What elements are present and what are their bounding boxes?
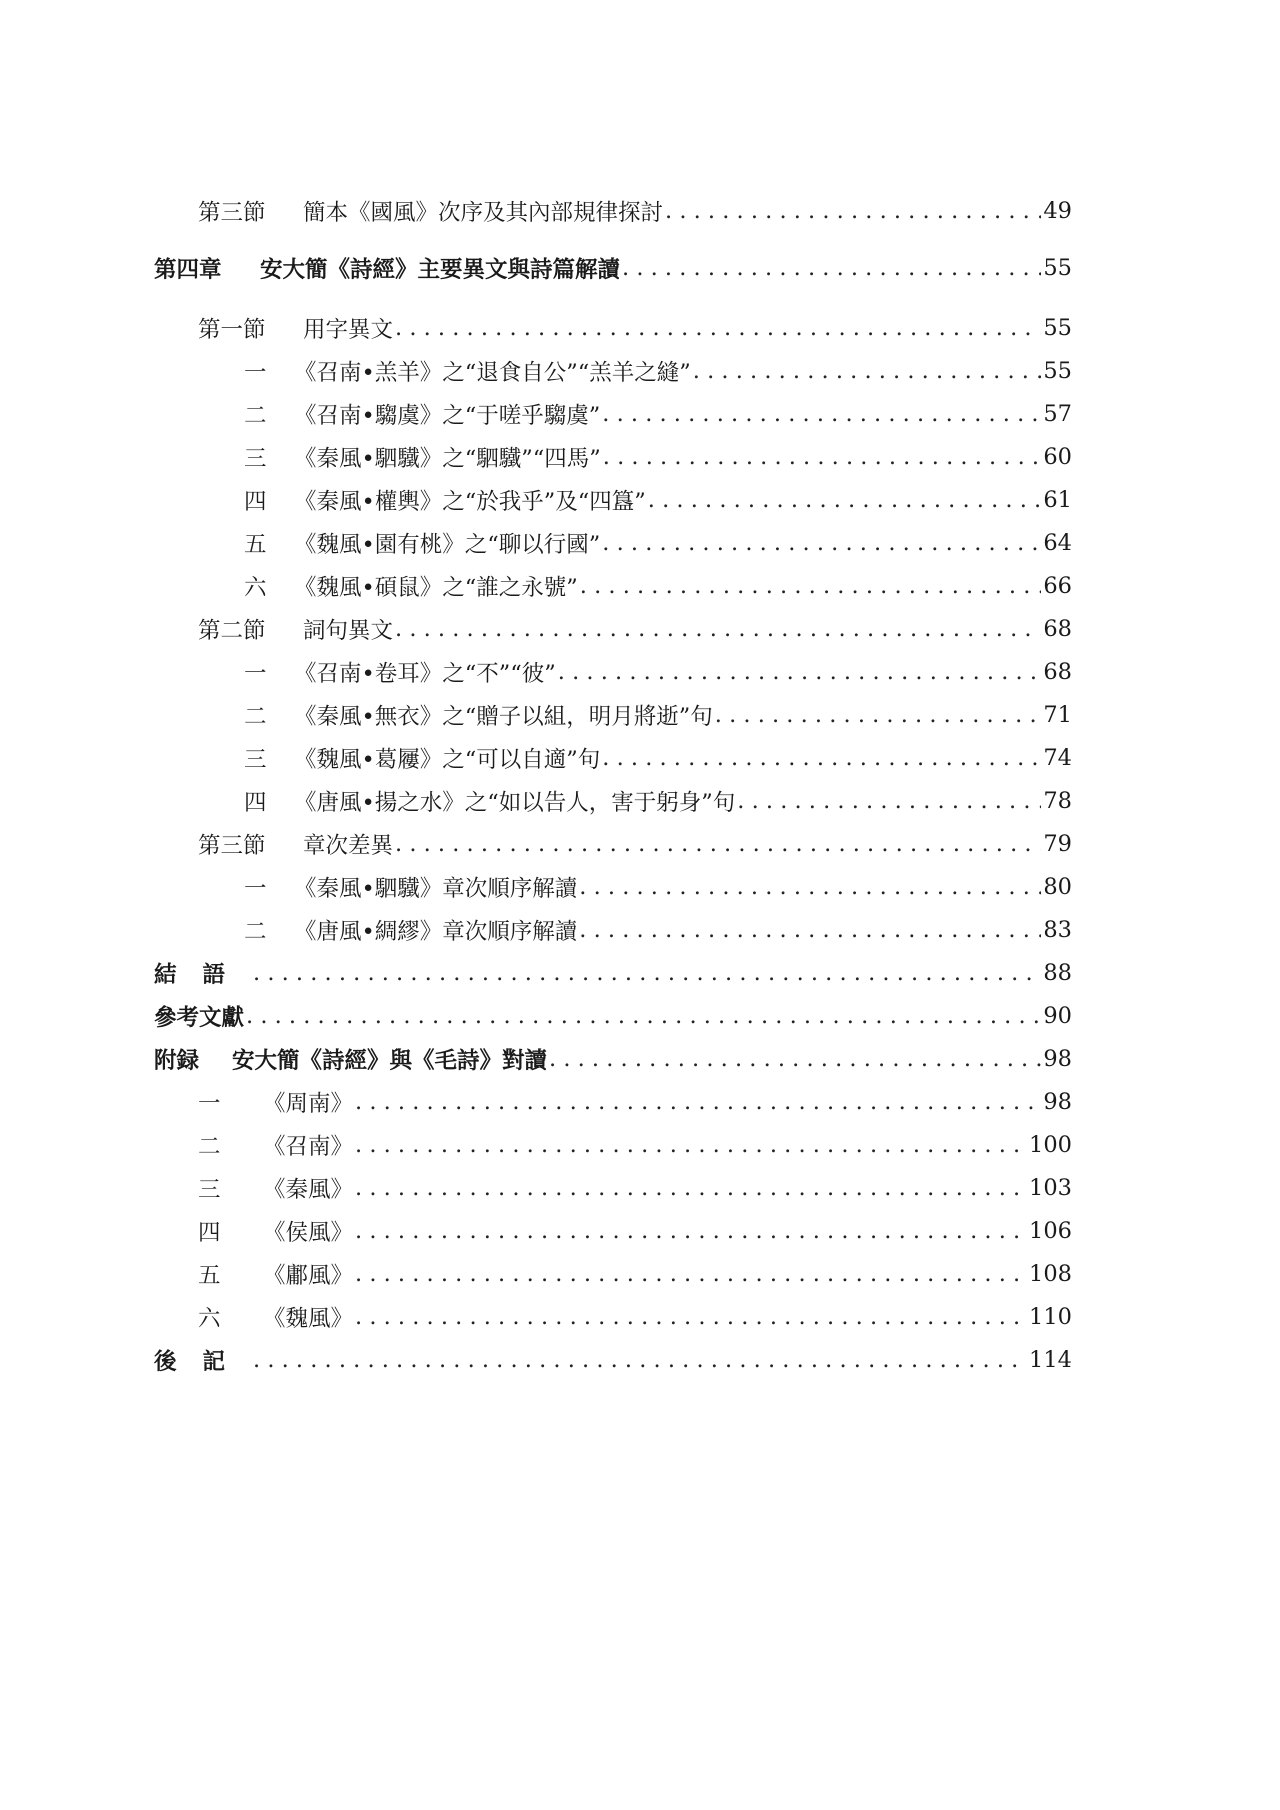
toc-entry-number: 六 — [198, 1306, 221, 1332]
toc-entry-page: 66 — [1043, 573, 1072, 599]
toc-entry-heading — [154, 527, 600, 559]
toc-entry[interactable] — [154, 652, 1072, 692]
toc-entry-number: 一 — [244, 876, 267, 902]
toc-entry[interactable] — [154, 1039, 1072, 1079]
toc-entry-page: 106 — [1029, 1218, 1072, 1244]
toc-entry-heading — [154, 1215, 353, 1247]
toc-entry-page: 68 — [1043, 616, 1072, 642]
toc-entry-title: 《侯風》 — [263, 1220, 354, 1246]
dot-leader — [715, 702, 1042, 728]
toc-entry-title: 參考文獻 — [154, 1005, 245, 1031]
toc-entry-title: 《鄘風》 — [263, 1263, 354, 1289]
toc-entry-number: 三 — [244, 446, 267, 472]
dot-leader — [737, 788, 1041, 814]
dot-leader — [602, 401, 1041, 427]
toc-entry-title: 用字異文 — [303, 317, 394, 343]
toc-entry[interactable] — [154, 351, 1072, 391]
toc-entry[interactable] — [154, 867, 1072, 907]
toc-entry-title: 後記 — [154, 1349, 252, 1375]
toc-entry[interactable] — [154, 394, 1072, 434]
dot-leader — [395, 315, 1041, 341]
toc-entry-title: 安大簡《詩經》主要異文與詩篇解讀 — [260, 257, 621, 283]
toc-entry-heading — [154, 699, 713, 731]
dot-leader — [579, 917, 1041, 943]
toc-entry-page: 114 — [1029, 1347, 1072, 1373]
toc-entry-page: 55 — [1043, 255, 1072, 281]
toc-entry-page: 74 — [1043, 745, 1072, 771]
dot-leader — [580, 573, 1042, 599]
toc-entry-page: 90 — [1043, 1003, 1072, 1029]
dot-leader — [602, 745, 1041, 771]
toc-entry-number: 四 — [244, 489, 267, 515]
dot-leader — [355, 1132, 1027, 1158]
toc-entry-heading — [154, 441, 601, 473]
toc-entry-heading — [154, 1301, 353, 1333]
dot-leader — [246, 1003, 1041, 1029]
toc-entry-page: 103 — [1029, 1175, 1072, 1201]
toc-entry-heading — [154, 1043, 547, 1075]
dot-leader — [355, 1089, 1041, 1115]
toc-entry-heading — [154, 195, 663, 227]
toc-entry-page: 100 — [1029, 1132, 1072, 1158]
toc-entry-number: 三 — [244, 747, 267, 773]
toc-entry-heading — [154, 484, 646, 516]
toc-entry[interactable] — [154, 1082, 1072, 1122]
toc-entry-page: 55 — [1043, 315, 1072, 341]
toc-entry[interactable] — [154, 1168, 1072, 1208]
toc-entry[interactable] — [154, 609, 1072, 649]
toc-entry-title: 《魏風•園有桃》之“聊以行國” — [294, 532, 601, 558]
toc-entry-title: 《魏風•葛屨》之“可以自適”句 — [294, 747, 601, 773]
toc-entry-number: 三 — [198, 1177, 221, 1203]
toc-entry-heading — [154, 1129, 353, 1161]
toc-entry-heading — [154, 1000, 244, 1032]
toc-entry[interactable] — [154, 437, 1072, 477]
toc-entry-title: 《召南•騶虞》之“于嗟乎騶虞” — [294, 403, 601, 429]
toc-entry-page: 57 — [1043, 401, 1072, 427]
toc-entry-title: 《唐風•揚之水》之“如以告人，害于躬身”句 — [294, 790, 736, 816]
dot-leader — [603, 444, 1042, 470]
dot-leader — [253, 960, 1041, 986]
toc-entry-heading — [154, 1258, 353, 1290]
toc-entry-heading — [154, 355, 691, 387]
dot-leader — [602, 530, 1041, 556]
toc-entry[interactable] — [154, 1340, 1072, 1380]
toc-entry-number: 二 — [244, 704, 267, 730]
dot-leader — [355, 1218, 1027, 1244]
toc-entry[interactable] — [154, 910, 1072, 950]
toc-entry-heading — [154, 1086, 353, 1118]
toc-entry-number: 第一節 — [198, 317, 266, 343]
toc-entry[interactable] — [154, 996, 1072, 1036]
toc-entry-number: 第四章 — [154, 257, 222, 283]
toc-entry-title: 《秦風•駟驖》章次順序解讀 — [294, 876, 578, 902]
toc-entry-heading — [154, 785, 735, 817]
toc-entry-title: 《秦風•無衣》之“贈子以組，明月將逝”句 — [294, 704, 713, 730]
dot-leader — [355, 1175, 1027, 1201]
toc-entry-number: 二 — [244, 403, 267, 429]
toc-entry-title: 《秦風》 — [263, 1177, 354, 1203]
toc-entry[interactable] — [154, 1125, 1072, 1165]
toc-entry-number: 附録 — [154, 1048, 200, 1074]
toc-entry[interactable] — [154, 824, 1072, 864]
toc-entry-title: 《召南》 — [263, 1134, 354, 1160]
toc-entry-title: 《周南》 — [263, 1091, 354, 1117]
toc-entry-title: 《唐風•綢繆》章次順序解讀 — [294, 919, 578, 945]
dot-leader — [558, 659, 1042, 685]
toc-entry-heading — [154, 398, 600, 430]
toc-entry-page: 98 — [1043, 1089, 1072, 1115]
toc-entry-number: 五 — [198, 1263, 221, 1289]
toc-entry-page: 78 — [1043, 788, 1072, 814]
toc-entry[interactable] — [154, 1211, 1072, 1251]
toc-entry-heading — [154, 957, 251, 989]
toc-entry-page: 49 — [1043, 198, 1072, 224]
toc-entry-number: 五 — [244, 532, 267, 558]
dot-leader — [648, 487, 1042, 513]
toc-entry-heading — [154, 312, 393, 344]
toc-entry-heading — [154, 570, 578, 602]
toc-entry[interactable] — [154, 308, 1072, 348]
toc-entry-title: 結語 — [154, 962, 252, 988]
dot-leader — [355, 1304, 1027, 1330]
dot-leader — [355, 1261, 1027, 1287]
toc-entry[interactable] — [154, 1254, 1072, 1294]
toc-entry[interactable] — [154, 248, 1072, 288]
toc-entry-number: 四 — [244, 790, 267, 816]
toc-entry[interactable] — [154, 523, 1072, 563]
dot-leader — [253, 1347, 1027, 1373]
toc-entry-heading — [154, 871, 577, 903]
toc-entry-title: 《秦風•駟驖》之“駟驖”“四馬” — [294, 446, 601, 472]
dot-leader — [622, 255, 1041, 281]
toc-entry-title: 簡本《國風》次序及其內部規律探討 — [303, 200, 664, 226]
dot-leader — [395, 616, 1041, 642]
toc-entry-title: 《魏風》 — [263, 1306, 354, 1332]
toc-entry-page: 60 — [1043, 444, 1072, 470]
toc-entry-page: 108 — [1029, 1261, 1072, 1287]
toc-entry-page: 83 — [1043, 917, 1072, 943]
toc-entry-number: 四 — [198, 1220, 221, 1246]
toc-entry-title: 詞句異文 — [303, 618, 394, 644]
toc-entry-title: 《召南•羔羊》之“退食自公”“羔羊之縫” — [294, 360, 691, 386]
toc-entry-page: 88 — [1043, 960, 1072, 986]
toc-entry-heading — [154, 613, 393, 645]
toc-entry-heading — [154, 656, 556, 688]
toc-entry-number: 一 — [198, 1091, 221, 1117]
toc-entry-heading — [154, 828, 393, 860]
toc-entry-number: 二 — [244, 919, 267, 945]
toc-entry[interactable] — [154, 953, 1072, 993]
toc-entry-page: 71 — [1043, 702, 1072, 728]
dot-leader — [395, 831, 1041, 857]
toc-entry[interactable] — [154, 566, 1072, 606]
toc-entry-number: 六 — [244, 575, 267, 601]
toc-entry[interactable] — [154, 738, 1072, 778]
toc-entry-number: 二 — [198, 1134, 221, 1160]
toc-entry-page: 55 — [1043, 358, 1072, 384]
toc-entry-page: 110 — [1029, 1304, 1072, 1330]
toc-entry-title: 《魏風•碩鼠》之“誰之永號” — [294, 575, 578, 601]
toc-entry-page: 79 — [1043, 831, 1072, 857]
toc-entry-page: 61 — [1043, 487, 1072, 513]
toc-entry[interactable] — [154, 781, 1072, 821]
toc-entry-title: 章次差異 — [303, 833, 394, 859]
toc-entry[interactable] — [154, 695, 1072, 735]
dot-leader — [579, 874, 1041, 900]
toc-entry-heading — [154, 914, 577, 946]
toc-entry-number: 一 — [244, 661, 267, 687]
toc-entry-heading — [154, 742, 600, 774]
toc-entry-page: 64 — [1043, 530, 1072, 556]
dot-leader — [665, 198, 1041, 224]
toc-entry-title: 《召南•卷耳》之“不”“彼” — [294, 661, 556, 687]
toc-entry-number: 第二節 — [198, 618, 266, 644]
toc-entry-page: 80 — [1043, 874, 1072, 900]
dot-leader — [549, 1046, 1041, 1072]
toc-entry[interactable] — [154, 480, 1072, 520]
toc-entry[interactable] — [154, 191, 1072, 231]
toc-entry-heading — [154, 252, 620, 284]
toc-entry-heading — [154, 1172, 353, 1204]
toc-entry-page: 68 — [1043, 659, 1072, 685]
toc-entry-heading — [154, 1344, 251, 1376]
dot-leader — [693, 358, 1042, 384]
toc-entry-number: 第三節 — [198, 200, 266, 226]
toc-entry-page: 98 — [1043, 1046, 1072, 1072]
toc-entry-title: 《秦風•權輿》之“於我乎”及“四簋” — [294, 489, 646, 515]
toc-entry-number: 一 — [244, 360, 267, 386]
toc-entry-number: 第三節 — [198, 833, 266, 859]
toc-entry-title: 安大簡《詩經》與《毛詩》對讀 — [232, 1048, 548, 1074]
toc-entry[interactable] — [154, 1297, 1072, 1337]
